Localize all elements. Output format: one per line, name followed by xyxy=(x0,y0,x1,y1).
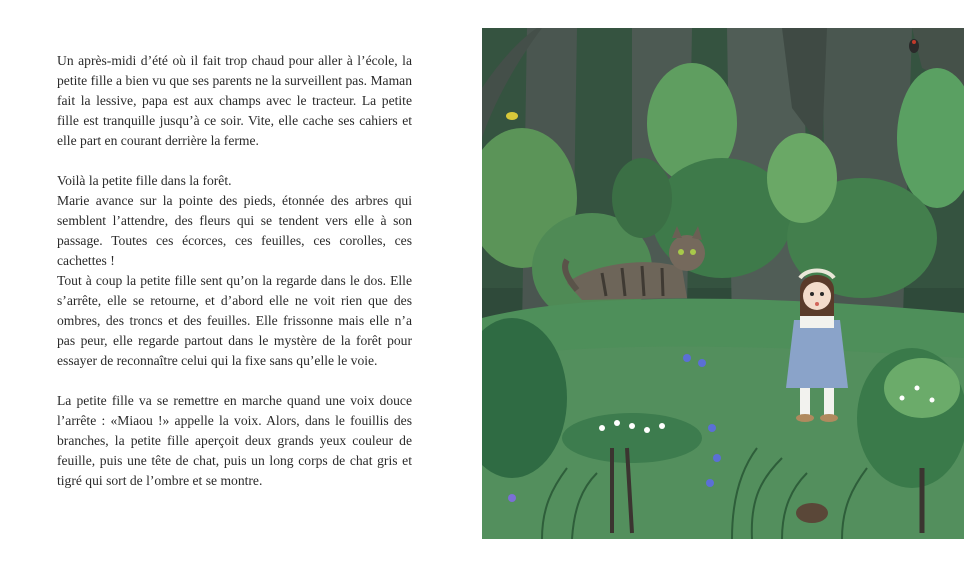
forest-scene xyxy=(482,28,964,539)
hedgehog xyxy=(796,503,828,523)
story-paragraph-2-line-1: Voilà la petite fille dans la forêt. xyxy=(57,173,232,188)
forest-illustration xyxy=(482,28,964,539)
story-text-column xyxy=(57,51,412,491)
story-paragraph-2-line-2: Marie avance sur la pointe des pieds, étonnée des arbres qui semblent l’attendre, des fleurs qui se tendent vers elle à son passage. Toutes ces écorces, ces feuilles, ces corolles, ces cachettes ! xyxy=(57,193,412,268)
story-paragraph-2-line-3: Tout à coup la petite fille sent qu’on la regarde dans le dos. Elle s’arrête, elle se retourne, et d’abord elle ne voit rien que des ombres, des troncs et des feuilles. Elle frissonne mais elle n’a pas peur, elle regarde partout dans le mystère de la forêt pour essayer de reconnaître celui qui la fixe sans qu’elle le voie. xyxy=(57,273,412,368)
story-paragraph-3: La petite fille va se remettre en marche quand une voix douce l’arrête : «Miaou !» appelle la voix. Alors, dans le fouillis des branches, la petite fille aperçoit deux grands yeux couleur de feuille, puis une tête de chat, puis un long corps de chat gris et tigré qui sort de l’ombre et se montre. xyxy=(57,393,412,488)
story-paragraph-1: Un après-midi d’été où il fait trop chaud pour aller à l’école, la petite fille a bien vu que ses parents ne la surveillent pas. Maman fait la lessive, papa est aux champs avec le tracteur. La petite fille est tranquille jusqu’à ce soir. Vite, elle cache ses cahiers et elle part en courant derrière la ferme. xyxy=(57,53,412,148)
